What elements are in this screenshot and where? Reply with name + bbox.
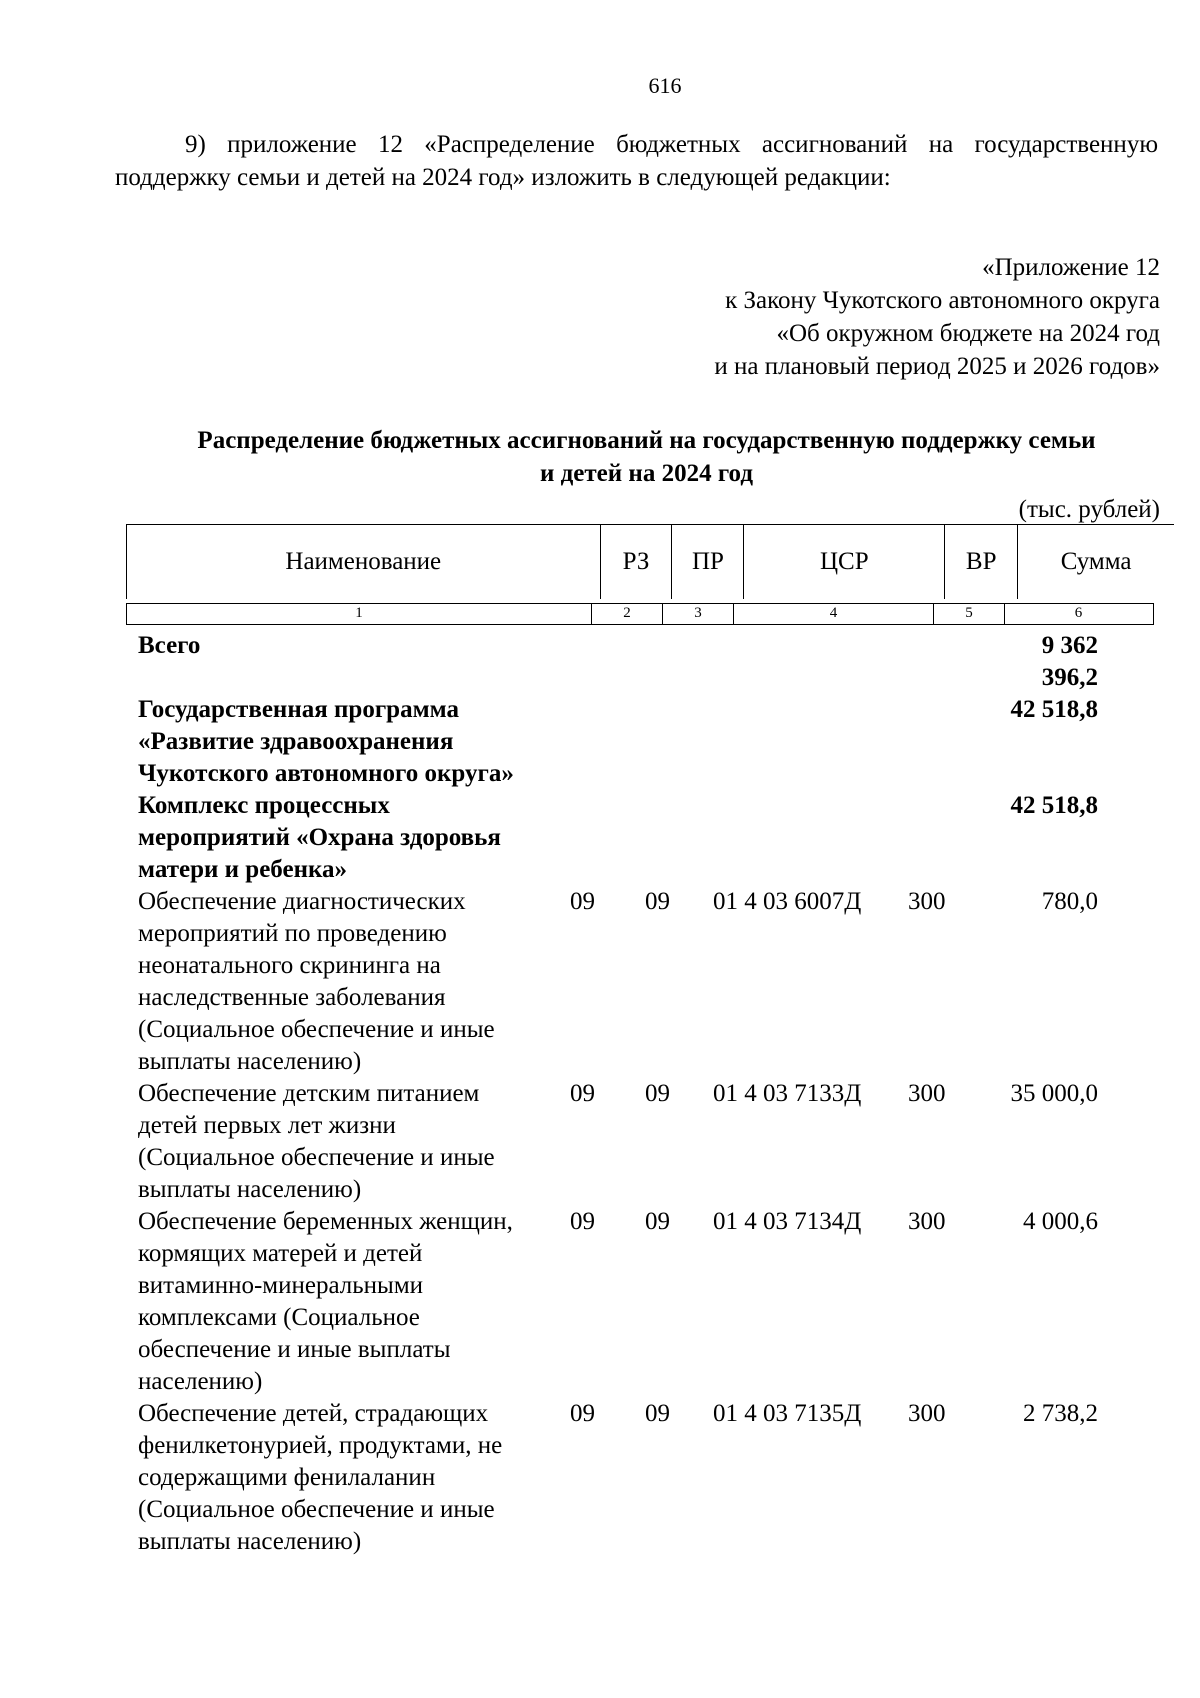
row-name-line: содержащими фенилаланин [138,1464,436,1491]
column-number: 1 [127,604,592,624]
row-rz: 09 [570,1208,595,1235]
row-rz: 09 [570,888,595,915]
appendix-reference [714,251,1160,383]
row-name-line: (Социальное обеспечение и иные [138,1496,495,1523]
page-number: 616 [648,73,682,98]
row-vr: 300 [908,1080,946,1107]
row-csr: 01 4 03 7133Д [713,1080,862,1107]
row-name [138,1206,568,1398]
row-sum-line: 780,0 [1041,888,1098,915]
row-rz [568,694,645,790]
row-rz: 09 [570,1080,595,1107]
row-name-line: мероприятий по проведению [138,920,447,947]
row-rz [568,630,645,694]
table-row [138,1078,1168,1206]
row-name-line: детей первых лет жизни [138,1112,396,1139]
table-row [138,1206,1168,1398]
row-name-line: фенилкетонурией, продуктами, не [138,1432,503,1459]
table-row [138,694,1168,790]
row-name-line: Комплекс процессных [138,792,390,819]
row-csr: 01 4 03 6007Д [713,888,862,915]
row-csr [713,630,908,694]
row-sum-line: 2 738,2 [1023,1400,1098,1427]
column-number-row [126,603,1154,625]
row-vr [908,694,998,790]
row-sum [998,1398,1098,1558]
column-number: 6 [1074,605,1083,621]
row-name-line: выплаты населению) [138,1528,362,1555]
row-name [138,1078,568,1206]
table-header [126,524,1174,599]
row-name-line: витаминно-минеральными [138,1272,424,1299]
column-header-name: Наименование [127,525,601,599]
appendix-ref-line: «Приложение 12 [982,254,1160,281]
row-sum-line: 9 362 [1041,632,1098,659]
row-pr [645,790,713,886]
row-name-line: населению) [138,1368,263,1395]
row-name [138,1398,568,1558]
column-number: 4 [734,604,934,624]
row-name-line: выплаты населению) [138,1176,362,1203]
row-sum [998,1206,1098,1398]
column-header-pr: ПР [672,525,744,599]
row-name-line: выплаты населению) [138,1048,362,1075]
row-csr [713,790,908,886]
row-vr: 300 [908,1208,946,1235]
row-name-line: мероприятий «Охрана здоровья [138,824,501,851]
row-vr: 300 [908,888,946,915]
table-body [138,630,1168,1558]
row-name [138,886,568,1078]
column-header-vr: ВР [945,525,1018,599]
appendix-ref-line: и на плановый период 2025 и 2026 годов» [714,353,1160,380]
row-name-line: наследственные заболевания [138,984,446,1011]
row-name-line: Всего [138,632,201,659]
column-header-csr: ЦСР [744,525,945,599]
row-csr [713,694,908,790]
row-sum [998,1078,1098,1206]
row-pr [645,630,713,694]
appendix-ref-line: «Об окружном бюджете на 2024 год [776,320,1160,347]
row-name-line: Чукотского автономного округа» [138,760,514,787]
row-rz [568,790,645,886]
table-row [138,630,1168,694]
row-sum [998,886,1098,1078]
row-pr: 09 [645,1080,670,1107]
row-pr: 09 [645,1208,670,1235]
row-vr: 300 [908,1400,946,1427]
column-number: 2 [592,604,663,624]
row-pr: 09 [645,1400,670,1427]
row-rz: 09 [570,1400,595,1427]
row-name-line: Обеспечение детским питанием [138,1080,480,1107]
row-name [138,694,568,790]
row-pr: 09 [645,888,670,915]
row-sum-line: 35 000,0 [1010,1080,1098,1107]
row-name-line: Обеспечение беременных женщин, [138,1208,513,1235]
row-name-line: неонатального скрининга на [138,952,441,979]
row-vr [908,790,998,886]
table-row [138,886,1168,1078]
row-name-line: Государственная программа [138,696,459,723]
row-name-line: матери и ребенка» [138,856,347,883]
row-name-line: Обеспечение диагностических [138,888,466,915]
row-pr [645,694,713,790]
row-name-line: кормящих матерей и детей [138,1240,423,1267]
table-row [138,790,1168,886]
document-title [135,424,1158,490]
row-name-line: «Развитие здравоохранения [138,728,454,755]
row-name [138,790,568,886]
column-number: 3 [663,604,734,624]
column-number: 5 [934,604,1005,624]
row-csr: 01 4 03 7134Д [713,1208,862,1235]
row-name-line: обеспечение и иные выплаты [138,1336,451,1363]
row-name-line: (Социальное обеспечение и иные [138,1144,495,1171]
row-name-line: (Социальное обеспечение и иные [138,1016,495,1043]
row-sum-line: 42 518,8 [1010,696,1098,723]
row-sum-line: 42 518,8 [1010,792,1098,819]
row-vr [908,630,998,694]
row-name-line: Обеспечение детей, страдающих [138,1400,489,1427]
column-header-sum: Сумма [1060,548,1132,575]
row-sum-line: 396,2 [1041,664,1098,691]
table-row [138,1398,1168,1558]
appendix-ref-line: к Закону Чукотского автономного округа [725,287,1160,314]
column-header-rz: РЗ [601,525,673,599]
row-csr: 01 4 03 7135Д [713,1400,862,1427]
row-sum-line: 4 000,6 [1023,1208,1098,1235]
document-title-line: и детей на 2024 год [540,460,753,487]
document-title-line: Распределение бюджетных ассигнований на государственную поддержку семьи [197,427,1096,454]
row-sum [998,694,1098,790]
row-sum [998,630,1098,694]
units-label: (тыс. рублей) [1018,496,1160,523]
row-name [138,630,568,694]
intro-paragraph: 9) приложение 12 «Распределение бюджетных ассигнований на государственную поддержку семьи и детей на 2024 год» изложить в следующей редакции: [115,131,1158,191]
row-sum [998,790,1098,886]
row-name-line: комплексами (Социальное [138,1304,420,1331]
